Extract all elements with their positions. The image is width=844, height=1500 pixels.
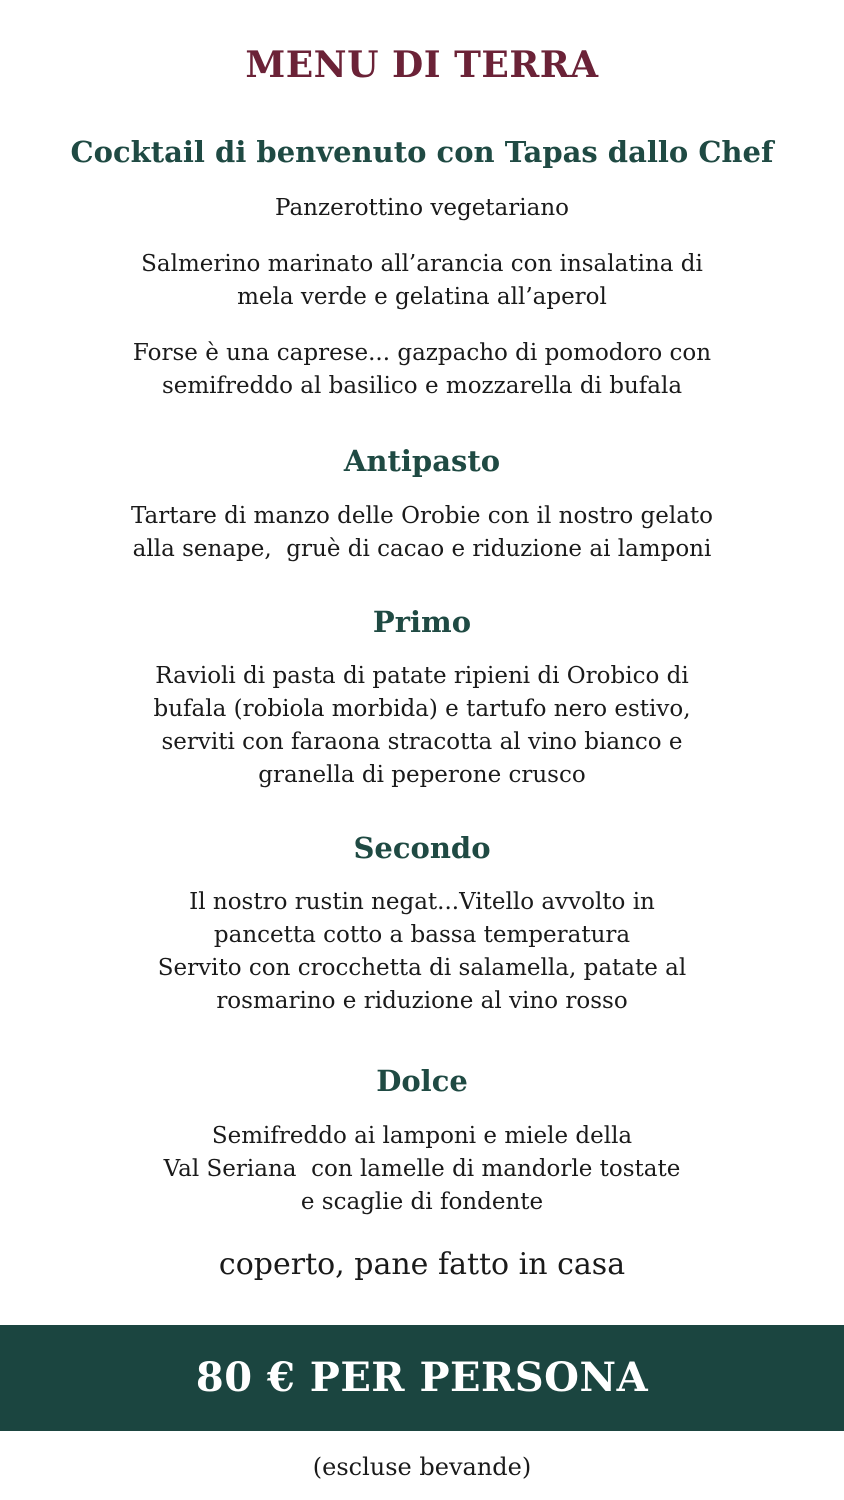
- coperto-note: coperto, pane fatto in casa: [218, 1247, 626, 1282]
- menu-item-line: Semifreddo ai lamponi e miele della: [211, 1123, 633, 1149]
- menu-item-line: pancetta cotto a bassa temperatura: [213, 922, 631, 948]
- menu-title: MENU DI TERRA: [245, 44, 599, 86]
- price-band: [0, 1325, 844, 1431]
- beverage-note: (escluse bevande): [312, 1453, 532, 1481]
- menu-item-line: rosmarino e riduzione al vino rosso: [216, 988, 628, 1014]
- menu-item-line: Salmerino marinato all’arancia con insalatina di: [141, 251, 703, 277]
- menu-item-line: Val Seriana con lamelle di mandorle tostate: [163, 1156, 681, 1182]
- menu-item-line: Panzerottino vegetariano: [275, 195, 569, 221]
- menu-item-line: alla senape, gruè di cacao e riduzione ai lamponi: [132, 536, 712, 562]
- menu-item-line: granella di peperone crusco: [258, 762, 586, 788]
- section-heading-cocktail: Cocktail di benvenuto con Tapas dallo Chef: [70, 135, 774, 169]
- menu-item-panzerottino: [0, 192, 844, 225]
- menu-item-antipasto: [0, 500, 844, 566]
- menu-item-line: Ravioli di pasta di patate ripieni di Orobico di: [155, 663, 689, 689]
- section-heading-antipasto: Antipasto: [343, 444, 501, 478]
- price-label: 80 € PER PERSONA: [195, 1354, 649, 1401]
- menu-item-line: Tartare di manzo delle Orobie con il nostro gelato: [130, 503, 714, 529]
- menu-item-line: Forse è una caprese... gazpacho di pomodoro con: [132, 340, 712, 366]
- menu-item-caprese: [0, 337, 844, 403]
- menu-item-salmerino: [0, 248, 844, 314]
- section-heading-primo: Primo: [372, 605, 472, 639]
- menu-item-line: e scaglie di fondente: [300, 1189, 544, 1215]
- menu-item-dolce: [0, 1120, 844, 1219]
- menu-item-line: Il nostro rustin negat...Vitello avvolto in: [189, 889, 655, 915]
- menu-item-line: bufala (robiola morbida) e tartufo nero estivo,: [153, 696, 691, 722]
- section-heading-secondo: Secondo: [353, 831, 491, 865]
- menu-item-line: serviti con faraona stracotta al vino bianco e: [161, 729, 683, 755]
- menu-item-line: mela verde e gelatina all’aperol: [237, 284, 607, 310]
- section-heading-dolce: Dolce: [376, 1064, 468, 1098]
- menu-item-primo: [0, 660, 844, 792]
- menu-item-line: Servito con crocchetta di salamella, patate al: [157, 955, 687, 981]
- menu-item-line: semifreddo al basilico e mozzarella di bufala: [161, 373, 683, 399]
- menu-item-secondo: [0, 886, 844, 1018]
